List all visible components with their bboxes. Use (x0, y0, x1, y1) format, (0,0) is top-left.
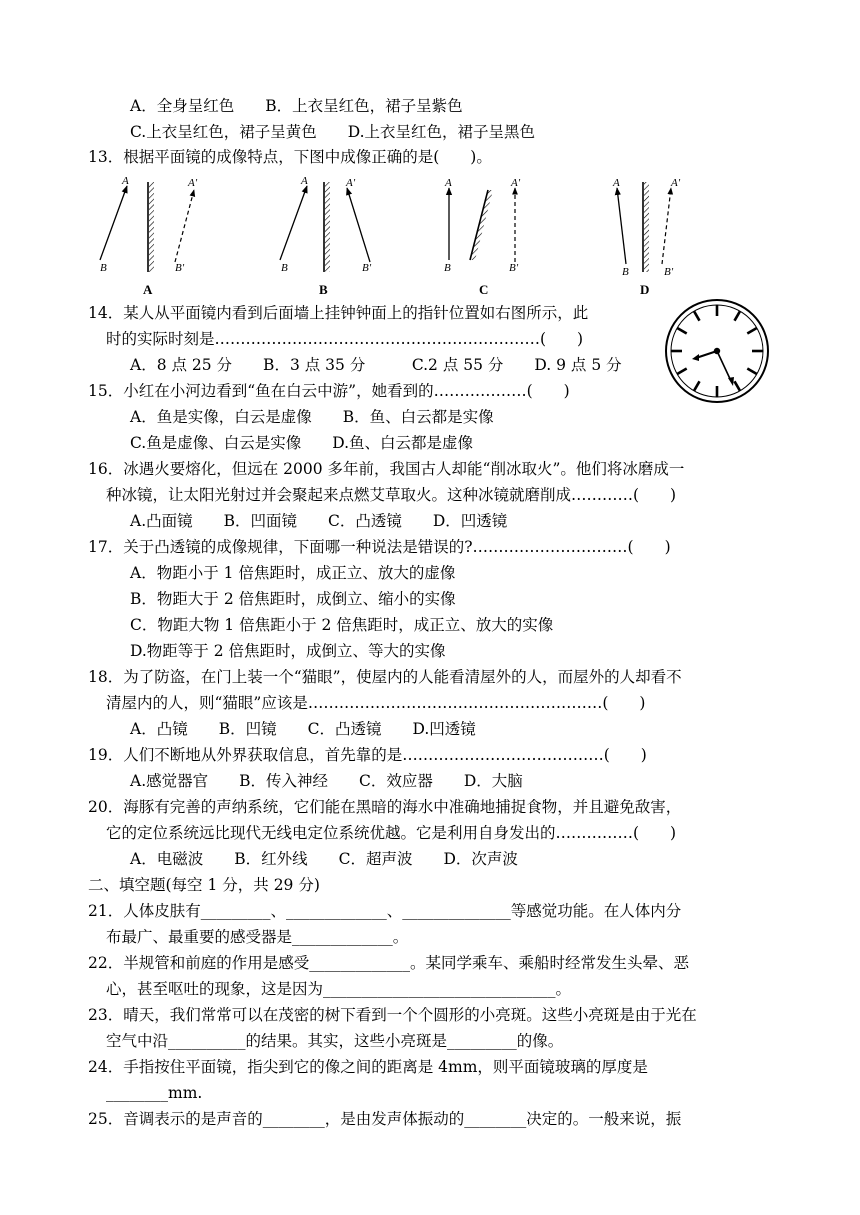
q17-option-b: B．物距大于 2 倍焦距时，成倒立、缩小的实像 (130, 590, 456, 608)
q23-line1: 23．晴天，我们常常可以在茂密的树下看到一个个圆形的小亮斑。这些小亮斑是由于光在 (88, 1006, 697, 1024)
q17-option-d: D.物距等于 2 倍焦距时，成倒立、等大的实像 (130, 642, 446, 660)
q15-options-row2: C.鱼是虚像、白云是实像 D.鱼、白云都是虚像 (130, 434, 474, 452)
q13-label-a-point: A (122, 175, 129, 187)
q13-label-b-image: B′ (362, 262, 372, 274)
q18-stem-line1: 18．为了防盗，在门上装一个“猫眼”，使屋内的人能看清屋外的人，而屋外的人却看不 (88, 668, 682, 686)
q22-line1: 22．半规管和前庭的作用是感受_____________。某同学乘车、乘船时经常发生头晕、恶 (88, 954, 689, 972)
q13-option-label-c: C (479, 282, 489, 297)
q23-line2: 空气中沿__________的结果。其实，这些小亮斑是_________的像。 (106, 1032, 564, 1050)
q19-stem: 19．人们不断地从外界获取信息，首先靠的是…………………………………( ) (88, 746, 647, 764)
q15-options-row1: A．鱼是实像，白云是虚像 B．鱼、白云都是实像 (130, 408, 494, 426)
q13-diagram-b (280, 175, 372, 297)
q20-options: A．电磁波 B．红外线 C．超声波 D．次声波 (130, 850, 518, 868)
q14-stem-line1: 14．某人从平面镜内看到后面墙上挂钟钟面上的指针位置如右图所示，此 (88, 304, 589, 322)
q13-stem: 13．根据平面镜的成像特点，下图中成像正确的是( )。 (88, 148, 492, 166)
q24-line1: 24．手指按住平面镜，指尖到它的像之间的距离是 4mm，则平面镜玻璃的厚度是 (88, 1058, 648, 1076)
clock-hour-hand (696, 351, 717, 358)
q13-option-label-d: D (640, 282, 650, 297)
q13-label-b-point: B (281, 262, 288, 274)
q12-options-row1: A．全身呈红色 B．上衣呈红色，裙子呈紫色 (130, 97, 463, 115)
q13-label-a-point: A (301, 175, 308, 187)
q17-option-c: C．物距大物 1 倍焦距小于 2 倍焦距时，成正立、放大的实像 (130, 616, 554, 634)
q13-option-label-b: B (319, 282, 328, 297)
q16-stem-line1: 16．冰遇火要熔化，但远在 2000 多年前，我国古人却能“削冰取火”。他们将冰磨成一 (88, 460, 685, 478)
q13-label-a-image: A′ (188, 177, 198, 189)
q14-stem-line2: 时的实际时刻是………………………………………………………( ) (106, 330, 584, 348)
q13-label-a-image: A′ (511, 177, 521, 189)
q13-label-b-point: B (444, 262, 451, 274)
q17-option-a: A．物距小于 1 倍焦距时，成正立、放大的虚像 (130, 564, 456, 582)
q16-stem-line2: 种冰镜，让太阳光射过并会聚起来点燃艾草取火。这种冰镜就磨削成…………( ) (106, 486, 677, 504)
q13-label-a-point: A (613, 177, 620, 189)
q13-label-a-image: A′ (346, 177, 356, 189)
q17-stem: 17．关于凸透镜的成像规律，下面哪一种说法是错误的?…………………………( ) (88, 538, 671, 556)
q14-clock-figure (662, 296, 772, 406)
q13-label-b-image: B′ (509, 262, 519, 274)
q13-option-label-a: A (143, 282, 153, 297)
q21-line2: 布最广、最重要的感受器是_____________。 (106, 928, 409, 946)
q15-stem: 15．小红在小河边看到“鱼在白云中游”，她看到的………………( ) (88, 382, 570, 400)
q19-options: A.感觉器官 B．传入神经 C．效应器 D．大脑 (130, 772, 523, 790)
q24-line2: ________mm. (106, 1084, 203, 1102)
q13-label-b-image: B′ (175, 262, 185, 274)
q13-label-a-image: A′ (671, 177, 681, 189)
q22-line2: 心，甚至呕吐的现象，这是因为______________________________。 (106, 980, 572, 998)
q20-stem-line2: 它的定位系统远比现代无线电定位系统优越。它是利用自身发出的……………( ) (106, 824, 677, 842)
q21-line1: 21．人体皮肤有_________、_____________、______________等感觉功能。在人体内分 (88, 902, 682, 920)
q12-options-row2: C.上衣呈红色，裙子呈黄色 D.上衣呈红色，裙子呈黑色 (130, 123, 536, 141)
q13-diagram-d (612, 177, 681, 297)
q13-label-a-point: A (445, 177, 452, 189)
q13-diagram-c (444, 177, 521, 297)
q16-options: A.凸面镜 B．凹面镜 C．凸透镜 D．凹透镜 (130, 512, 508, 530)
q13-label-b-point: B (100, 262, 107, 274)
q18-stem-line2: 清屋内的人，则“猫眼”应该是…………………………………………………( ) (106, 694, 646, 712)
clock-minute-hand (717, 351, 731, 381)
q13-diagram-a (100, 175, 198, 297)
q13-label-b-image: B′ (664, 266, 674, 278)
section-heading-fill-blank: 二、填空题(每空 1 分，共 29 分) (88, 876, 320, 894)
q20-stem-line1: 20．海豚有完善的声纳系统，它们能在黑暗的海水中准确地捕捉食物，并且避免敌害， (88, 798, 682, 816)
q14-options: A．8 点 25 分 B．3 点 35 分 C.2 点 55 分 D. 9 点 5 分 (130, 356, 622, 374)
q18-options: A．凸镜 B．凹镜 C．凸透镜 D.凹透镜 (130, 720, 476, 738)
q13-mirror-figure (90, 172, 690, 300)
q25-line1: 25．音调表示的是声音的________，是由发声体振动的________决定的。一般来说，振 (88, 1110, 682, 1128)
q13-label-b-point: B (622, 266, 629, 278)
